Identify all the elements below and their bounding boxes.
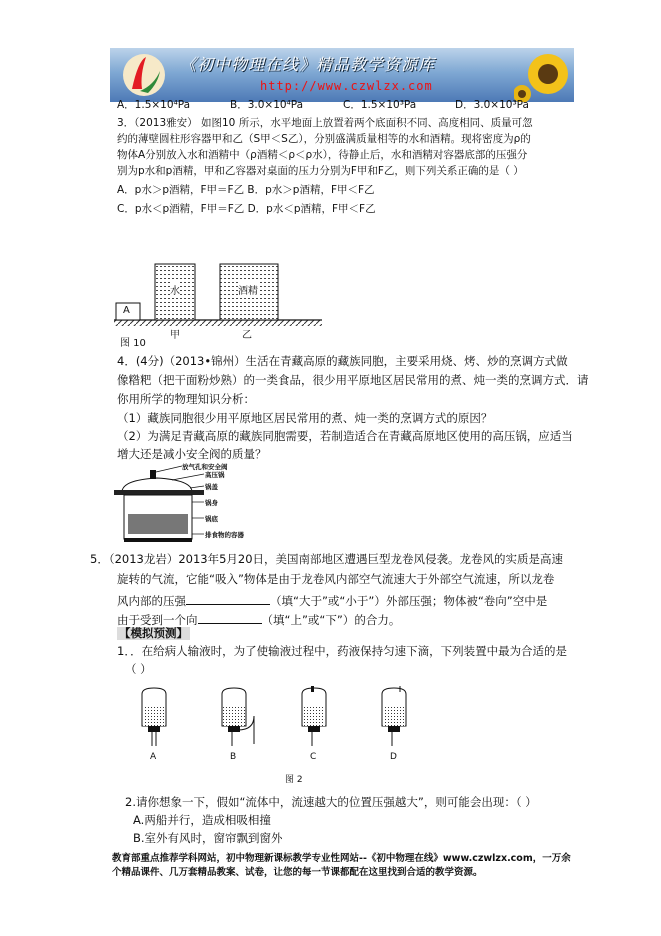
q4-line: 增大还是减小安全阀的质量？ [117,447,267,461]
figure-caption: 图 2 [285,775,303,785]
answer-blank[interactable] [198,612,262,624]
cooker-label: 排食物的容器 [205,531,244,539]
option-label: D [390,752,397,762]
q4-line: 你用所学的物理知识分析： [117,392,255,406]
banner-url[interactable]: http://www.czwlzx.com [260,79,433,93]
footer-line: 个精品课件、几万套精品教案、试卷，让您的每一节课都配在这里找到合适的教学资源。 [112,867,483,878]
q4-line: （1）藏族同胞很少用平原地区居民常用的煮、炖一类的烹调方式的原因？ [117,411,493,425]
m2-line: 2.请你想象一下，假如“流体中，流速越大的位置压强越大”，则可能会出现：（ ） [125,795,537,809]
m2-option: B.室外有风时，窗帘飘到窗外 [133,831,283,845]
cooker-label: 锅身 [205,499,218,507]
banner-title: 《初中物理在线》精品教学资源库 [180,55,436,74]
q5-line: 5．（2013龙岩）2013年5月20日，美国南部地区遭遇巨型龙卷风侵袭。龙卷风的实质是高速 [90,552,564,566]
option-label: C [310,752,317,762]
iv-bottles-diagram [130,686,460,786]
container-left-label: 甲 [170,330,180,341]
option-d: D．3.0×10³Pa [455,99,529,111]
m1-line: 1．．在给病人输液时，为了使输液过程中，药液保持匀速下滴，下列装置中最为合适的是 [117,644,568,658]
m1-line: （ ） [125,662,152,676]
section-label: 【模拟预测】 [119,626,188,640]
q3-option-line: A．p水＞p酒精，F甲＝F乙 B．p水＞p酒精，F甲＜F乙 [117,184,375,196]
q5-line [117,593,547,608]
figure-2 [130,686,460,786]
q5-line: 旋转的气流，它能“吸入”物体是由于龙卷风内部空气流速大于外部空气流速，所以龙卷 [117,572,555,586]
q5-text: 风内部的压强 [117,594,186,608]
figure-10 [112,258,322,348]
water-label: 水 [170,282,180,297]
logo-icon [120,51,168,99]
option-c: C．1.5×10³Pa [343,99,417,111]
option-label: A [150,752,157,762]
q4-line: 4．(4分)（2013•锦州）生活在青藏高原的藏族同胞，主要采用烧、烤、炒的烹调方式做 [117,354,568,368]
footer-line: 教育部重点推荐学科网站，初中物理新课标教学专业性网站--《初中物理在线》www.czwlzx.com，一万余 [112,853,571,864]
cooker-label: 锅底 [205,515,218,523]
m2-option: A.两船并行，造成相吸相撞 [133,813,271,827]
q3-line: 约的薄壁圆柱形容器甲和乙（S甲＜S乙），分别盛满质量相等的水和酒精。现将密度为ρ的 [117,133,531,145]
sunflower-icon [514,48,574,102]
q3-line: 3．（2013雅安） 如图10 所示，水平地面上放置着两个底面积不同、高度相同、质量可忽 [117,117,533,129]
q4-line: 像糌粑（把干面粉炒熟）的一类食品，很少用平原地区居民常用的煮、炖一类的烹调方式．请 [117,373,589,387]
container-right-label: 乙 [242,330,252,341]
q5-text: （填“上”或“下”）的合力。 [261,613,401,627]
q5-text: （填“大于”或“小于”）外部压强；物体被“卷向”空中是 [270,594,548,608]
cooker-label: 放气孔和安全阀 [182,463,228,471]
cooker-label: 高压锅 [205,471,225,479]
q3-option-line: C．p水＜p酒精，F甲＝F乙 D．p水＜p酒精，F甲＜F乙 [117,203,376,215]
q3-line: 物体A分别放入水和酒精中（ρ酒精＜ρ＜ρ水），待静止后，水和酒精对容器底部的压强分 [117,149,528,161]
q3-line: 别为p水和p酒精，甲和乙容器对桌面的压力分别为F甲和F乙，则下列关系正确的是（ ） [117,165,524,177]
pressure-cooker-figure [112,462,252,548]
answer-blank[interactable] [186,593,270,605]
header-banner [110,48,574,102]
cooker-label: 锅盖 [205,483,218,491]
q5-line [117,612,400,627]
q5-text: 由于受到一个向 [117,613,198,627]
option-b: B．3.0×10⁴Pa [230,99,304,111]
figure-caption: 图 10 [120,338,146,349]
q4-line: （2）为满足青藏高原的藏族同胞需要，若制造适合在青藏高原地区使用的高压锅，应适当 [117,429,573,443]
block-label: A [123,305,130,316]
alcohol-label: 酒精 [238,282,258,297]
option-label: B [230,752,237,762]
option-a: A．1.5×10⁴Pa [117,99,191,111]
